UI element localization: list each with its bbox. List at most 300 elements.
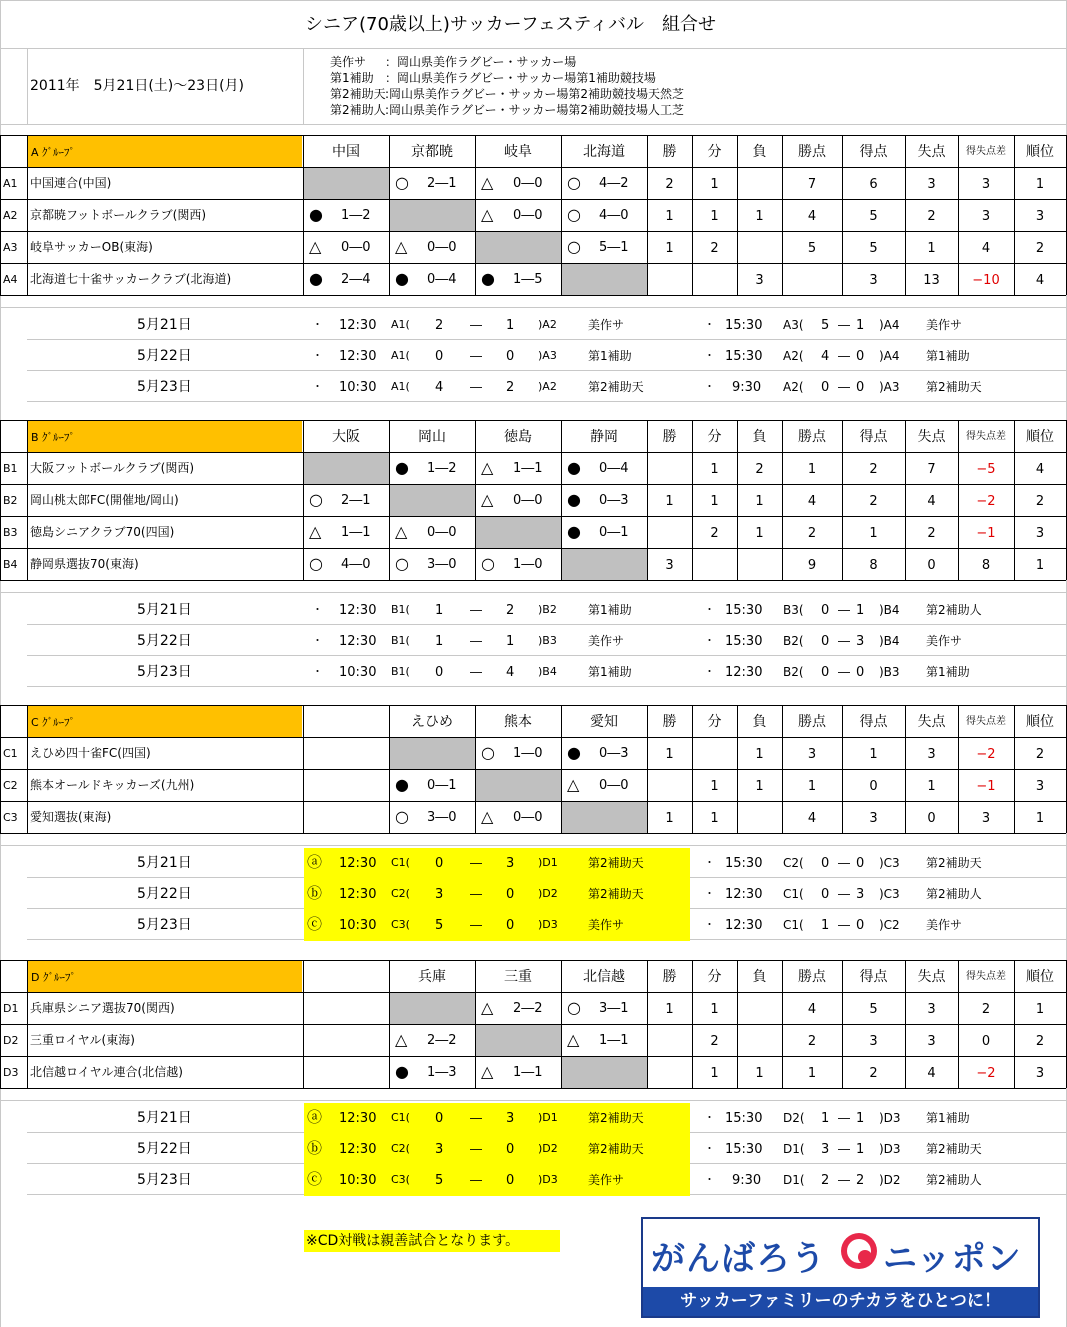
table-border [0,992,1066,993]
table-border [905,420,906,580]
self-match-cell [562,1057,647,1088]
team-name: 京都暁フットボールクラブ(関西) [30,208,207,222]
stat-value: 3 [869,811,878,826]
table-border [782,960,783,1088]
row-id: B3 [3,526,18,539]
result-symbol: ○ [395,173,409,192]
score: 0 [435,349,444,364]
group-label: B ｸﾞﾙｰﾌﾟ [31,431,76,444]
team-name: 静岡県選抜70(東海) [30,557,139,571]
table-border [27,135,28,295]
stat-value: 4 [807,811,817,826]
result-symbol: △ [567,775,580,794]
result-symbol: ○ [567,998,581,1017]
result-score: 2―2 [427,1033,457,1048]
stat-value: 3 [755,273,764,288]
score-dash: ― [838,318,850,332]
venue: 美作サ [926,918,963,932]
match-code: ⓐ [307,1108,323,1126]
score: 2 [506,380,515,395]
score: 3 [435,887,444,902]
stat-value: 3 [1035,779,1045,794]
venue: 美作サ [588,1173,625,1187]
match-code: ⓑ [307,884,323,902]
table-border [1014,960,1015,1088]
team-code: )A2 [538,380,557,393]
score: 4 [821,349,830,364]
table-border [782,420,783,580]
score-dash: ― [838,918,850,932]
self-match-cell [390,200,475,231]
table-border [1014,420,1015,580]
self-match-cell [562,549,647,580]
score: 1 [856,1111,865,1126]
table-border [0,1024,1066,1025]
stat-value: 2 [1035,241,1045,256]
table-border [737,420,738,580]
stat-value: 0 [927,558,936,573]
grid-line [0,592,1067,593]
opponent-header: 大阪 [332,429,360,445]
self-match-cell [476,517,561,548]
result-score: 1―5 [513,272,543,287]
table-border [0,484,1066,485]
stat-header: 負 [752,429,767,445]
table-border [0,705,1,833]
opponent-header: 北信越 [583,969,625,985]
result-symbol: ○ [395,554,409,573]
table-border [303,135,304,295]
team-code: )A3 [538,349,557,362]
bullet: ・ [704,918,715,931]
grid-line [27,624,1067,625]
bullet: ・ [704,1173,715,1186]
result-score: 4―0 [341,557,371,572]
team-code: C1( [391,856,410,869]
result-score: 1―1 [513,461,543,476]
stat-value: 1 [755,526,764,541]
row-id: B1 [3,462,18,475]
table-border [0,420,1,580]
team-code: )B2 [538,603,557,616]
table-border [0,167,1066,168]
stat-value: 4 [807,209,817,224]
result-symbol: ● [567,490,581,509]
stat-value: 1 [710,462,719,477]
stat-value: 2 [1035,1034,1045,1049]
stat-header: 分 [707,714,722,730]
stat-header: 負 [752,714,767,730]
score-dash: ― [838,665,850,679]
bullet: ・ [704,349,715,362]
kickoff-time: 15:30 [725,349,763,364]
score: 3 [506,1111,515,1126]
stat-value: 1 [755,747,764,762]
score: 0 [856,380,865,395]
result-score: 0―0 [427,525,457,540]
result-symbol: △ [481,458,494,477]
table-border [958,960,959,1088]
table-border [0,705,1066,706]
stat-value: 4 [807,1002,817,1017]
score: 1 [856,1142,865,1157]
stat-value: 1 [927,779,936,794]
row-id: A2 [3,209,18,222]
bullet: ・ [704,634,715,647]
team-code: C1( [783,918,804,932]
result-symbol: ○ [567,237,581,256]
team-code: C2( [391,887,410,900]
result-symbol: ● [567,522,581,541]
team-name: 徳島シニアクラブ70(四国) [30,525,175,539]
result-score: 0―0 [341,240,371,255]
table-border [842,135,843,295]
table-border [389,420,390,580]
bullet: ・ [704,887,715,900]
venue: 第2補助天 [926,1142,982,1156]
table-border [303,960,304,1088]
score: 0 [506,1142,515,1157]
result-symbol: ○ [309,554,323,573]
stat-value: 1 [710,209,719,224]
result-symbol: ○ [567,205,581,224]
schedule-date: 5月21日 [137,602,192,618]
result-symbol: ● [309,205,323,224]
stat-value: 2 [710,241,719,256]
result-score: 1―0 [513,746,543,761]
opponent-header: 京都暁 [411,144,453,160]
team-code: B2( [783,665,804,679]
table-border [0,548,1066,549]
soccer-ball-icon [841,1233,877,1269]
team-name: 岐阜サッカーOB(東海) [30,240,153,254]
stat-value: 1 [665,241,674,256]
stat-value: 1 [710,177,719,192]
row-id: B4 [3,558,18,571]
stat-value: 3 [927,747,936,762]
score: 5 [435,918,444,933]
self-match-cell [562,802,647,833]
venue-value: ：岡山県美作ラグビー・サッカー場 [385,55,577,69]
score-dash: ― [470,665,482,679]
table-border [0,580,1066,581]
result-symbol: △ [309,522,322,541]
table-border [958,420,959,580]
result-score: 3―0 [427,557,457,572]
team-code: C2( [783,856,804,870]
team-code: C3( [391,1173,410,1186]
stat-value: 1 [665,209,674,224]
score: 0 [506,349,515,364]
venue: 第2補助天 [926,380,982,394]
table-border [475,420,476,580]
stat-header: 得点 [859,714,888,730]
score-dash: ― [470,634,482,648]
stat-header: 分 [707,144,722,160]
table-border [0,452,1066,453]
self-match-cell [304,168,389,199]
stat-value: 1 [807,462,817,477]
team-code: )D1 [538,856,558,869]
score-dash: ― [838,349,850,363]
score: 0 [821,887,830,902]
table-border [0,1056,1066,1057]
score: 0 [435,665,444,680]
grid-line [27,655,1067,656]
table-border [0,801,1066,802]
result-score: 0―4 [599,461,629,476]
grid-line [27,339,1067,340]
stat-value: 3 [665,558,674,573]
venue: 第2補助天 [588,1111,644,1125]
kickoff-time: 15:30 [725,318,763,333]
kickoff-time: 12:30 [339,856,377,871]
stat-value: 3 [1035,526,1045,541]
table-border [27,960,28,1088]
venue: 第1補助 [926,349,970,363]
stat-header: 失点 [917,429,946,445]
stat-value: 2 [755,462,764,477]
group-label: D ｸﾞﾙｰﾌﾟ [31,971,76,984]
score: 0 [856,665,865,680]
score: 0 [435,1111,444,1126]
score-dash: ― [470,349,482,363]
table-border [647,705,648,833]
team-name: 中国連合(中国) [30,176,112,190]
venue: 第2補助天 [588,1142,644,1156]
venue: 第2補助天 [588,887,644,901]
table-border [737,960,738,1088]
schedule-date: 5月21日 [137,855,192,871]
table-border [647,420,648,580]
stat-value: 1 [665,747,674,762]
table-border [0,1088,1066,1089]
kickoff-time: 12:30 [725,887,763,902]
result-score: 1―3 [427,1065,457,1080]
result-score: 1―2 [427,461,457,476]
result-score: 4―0 [599,208,629,223]
table-border [692,960,693,1088]
stat-value: 1 [665,1002,674,1017]
stat-value: 3 [981,811,991,826]
table-border [0,263,1066,264]
team-code: )D2 [538,1142,558,1155]
stat-value: 1 [1035,177,1045,192]
stat-value: 2 [927,526,936,541]
grid-line [27,370,1067,371]
stat-value: 3 [807,747,817,762]
score-dash: ― [838,887,850,901]
team-code: )C3 [879,856,900,870]
table-border [27,705,28,833]
grid-line [0,307,1067,308]
stat-header: 勝 [662,429,677,445]
bullet: ・ [704,856,715,869]
bullet: ・ [704,1111,715,1124]
row-id: C2 [3,779,18,792]
stat-value: 1 [869,747,878,762]
bullet: ・ [704,380,715,393]
team-code: )D1 [538,1111,558,1124]
team-code: D1( [783,1173,805,1187]
team-code: A2( [783,349,804,363]
table-border [842,960,843,1088]
result-symbol: ● [567,458,581,477]
score: 4 [506,665,515,680]
kickoff-time: 10:30 [339,665,377,680]
result-symbol: ● [395,458,409,477]
team-name: えひめ四十雀FC(四国) [30,746,151,760]
stat-value: 0 [981,1034,991,1049]
score: 2 [506,603,515,618]
bullet: ・ [704,665,715,678]
result-score: 0―1 [599,525,629,540]
result-score: 1―1 [599,1033,629,1048]
stat-value: 1 [755,494,764,509]
score: 2 [821,1173,830,1188]
match-code: ⓒ [307,1170,323,1188]
table-border [475,135,476,295]
self-match-cell [304,453,389,484]
result-score: 1―0 [513,557,543,572]
stat-header: 得失点差 [966,716,1006,727]
banner-main-text-2: ニッポン [883,1239,1022,1279]
result-score: 1―1 [513,1065,543,1080]
team-code: )B3 [538,634,557,647]
venue: 第2補助人 [926,887,982,901]
venue: 第2補助天 [588,380,644,394]
team-code: D2( [783,1111,805,1125]
score: 0 [856,349,865,364]
result-score: 0―1 [427,778,457,793]
result-score: 0―0 [513,176,543,191]
row-id: C3 [3,811,18,824]
team-name: 北信越ロイヤル連合(北信越) [30,1065,183,1079]
period-label: 2011年 5月21日(土)～23日(月) [30,78,245,94]
score-dash: ― [838,1111,850,1125]
team-code: C1( [391,1111,410,1124]
stat-value: 4 [981,241,991,256]
kickoff-time: 12:30 [339,1111,377,1126]
stat-value: 1 [755,209,764,224]
opponent-header: えひめ [411,714,453,730]
schedule-date: 5月23日 [137,1172,192,1188]
kickoff-time: 12:30 [339,634,377,649]
result-score: 2―2 [513,1001,543,1016]
venue: 第1補助 [926,665,970,679]
venue-label: 第2補助人 [330,103,386,117]
team-code: )A4 [879,318,900,332]
result-score: 0―0 [513,810,543,825]
stat-header: 得点 [859,969,888,985]
team-code: )A2 [538,318,557,331]
stat-value: −10 [972,273,1000,288]
stat-value: 3 [869,1034,878,1049]
row-id: C1 [3,747,18,760]
result-symbol: △ [481,173,494,192]
table-border [647,135,648,295]
kickoff-time: 9:30 [732,380,762,395]
row-id: A4 [3,273,18,286]
stat-value: 2 [665,177,674,192]
stat-header: 順位 [1026,144,1054,160]
result-score: 5―1 [599,240,629,255]
stat-value: 3 [1035,209,1045,224]
stat-header: 分 [707,969,722,985]
team-code: )D3 [879,1111,901,1125]
score: 0 [506,918,515,933]
result-symbol: △ [567,1030,580,1049]
stat-header: 得点 [859,429,888,445]
venue: 第2補助天 [926,856,982,870]
team-name: 三重ロイヤル(東海) [30,1033,135,1047]
table-border [782,135,783,295]
stat-value: 2 [869,462,878,477]
self-match-cell [390,993,475,1024]
table-border [389,135,390,295]
team-code: B1( [391,603,410,616]
grid-line [27,686,1067,687]
stat-value: 2 [710,526,719,541]
score-dash: ― [838,1173,850,1187]
team-code: C1( [783,887,804,901]
team-code: B1( [391,665,410,678]
score: 1 [856,603,865,618]
kickoff-time: 9:30 [732,1173,762,1188]
stat-header: 順位 [1026,969,1054,985]
team-code: )D2 [879,1173,901,1187]
table-border [303,705,304,833]
stat-value: 8 [869,558,878,573]
stat-header: 得失点差 [966,146,1006,157]
result-score: 0―3 [599,746,629,761]
table-border [737,135,738,295]
stat-value: 1 [665,811,674,826]
stat-header: 勝 [662,144,677,160]
stat-value: 1 [665,494,674,509]
result-symbol: △ [309,237,322,256]
team-code: )D3 [538,918,558,931]
note-text: ※CD対戦は親善試合となります。 [306,1233,520,1249]
result-symbol: △ [481,807,494,826]
stat-header: 勝点 [798,429,826,445]
stat-value: 3 [927,177,936,192]
result-symbol: ● [395,775,409,794]
opponent-header: 中国 [332,144,360,160]
table-border [561,135,562,295]
score-dash: ― [470,856,482,870]
row-id: D2 [3,1034,19,1047]
stat-value: 3 [981,177,991,192]
result-score: 2―4 [341,272,371,287]
result-symbol: ● [395,1062,409,1081]
score: 0 [821,603,830,618]
result-score: 0―3 [599,493,629,508]
schedule-date: 5月23日 [137,917,192,933]
score: 1 [856,318,865,333]
stat-value: 2 [1035,747,1045,762]
team-code: B3( [783,603,804,617]
team-code: C3( [391,918,410,931]
team-name: 北海道七十雀サッカークラブ(北海道) [30,272,232,286]
venue: 美作サ [588,918,625,932]
score: 1 [435,634,444,649]
venue: 美作サ [926,318,963,332]
stat-header: 失点 [917,714,946,730]
score: 0 [506,887,515,902]
banner-main-text: がんばろう [651,1239,826,1279]
table-border [647,960,648,1088]
